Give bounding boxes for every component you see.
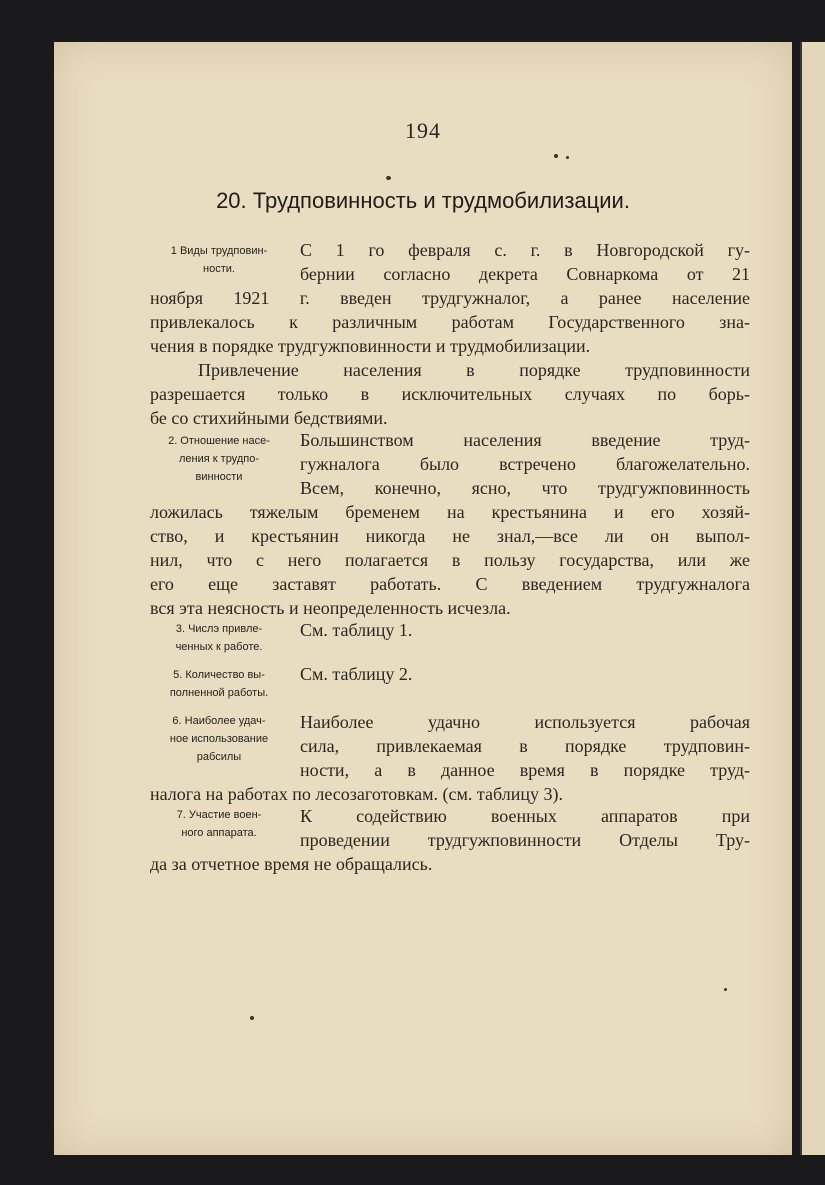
text-line: разрешается только в исключительных случаях по борь- — [150, 384, 750, 404]
text-line: налога на работах по лесозаготовкам. (см. таблицу 3). — [150, 784, 563, 804]
paragraph-7 — [150, 804, 750, 876]
text-line: Всем, конечно, ясно, что трудгужповинность — [300, 478, 750, 498]
margin-note-line: винности — [195, 471, 243, 483]
paper-speck — [250, 1016, 254, 1020]
text-line: бернии согласно декрета Совнаркома от 21 — [300, 264, 750, 284]
text-line: его еще заставят работать. С введением трудгужналога — [150, 574, 750, 594]
paragraph-2 — [150, 358, 750, 430]
text-line: да за отчетное время не обращались. — [150, 854, 433, 874]
text-line: вся эта неясность и неопределенность исчезла. — [150, 598, 511, 618]
adjacent-page-edge — [800, 42, 825, 1155]
text-line: гужналога было встречено благожелательно. — [300, 454, 750, 474]
paper-speck — [724, 988, 727, 991]
margin-note-line: полненной работы. — [169, 687, 269, 699]
margin-note-line: ления к трудпо- — [179, 453, 259, 465]
section-title: 20. Трудповинность и трудмобилизации. — [216, 188, 630, 213]
text-line: ложилась тяжелым бременем на крестьянина и его хозяй- — [150, 502, 750, 522]
text-line: сила, привлекаемая в порядке трудповин- — [300, 736, 750, 756]
paragraph-4 — [150, 618, 750, 642]
text-line: привлекалось к различным работам Государственного зна- — [150, 312, 750, 332]
text-line: нил, что с него полагается в пользу государства, или же — [150, 550, 750, 570]
margin-note-line: рабсилы — [196, 751, 242, 763]
margin-note-line: ченных к работе. — [175, 641, 263, 653]
text-line: К содействию военных аппаратов при — [300, 806, 750, 826]
paper-speck — [554, 154, 558, 158]
text-line: ство, и крестьянин никогда не знал,—все ли он выпол- — [150, 526, 750, 546]
paper-speck — [386, 176, 391, 180]
scanned-page — [54, 42, 792, 1155]
margin-note-line: 3. Числэ привле- — [175, 623, 263, 635]
text-line: бе со стихийными бедствиями. — [150, 408, 388, 428]
margin-note-line: 1 Виды трудповин- — [170, 245, 268, 257]
text-line: чения в порядке трудгужповинности и трудмобилизации. — [150, 336, 591, 356]
margin-note-line: 6. Наиболее удач- — [172, 715, 266, 727]
text-line: Наиболее удачно используется рабочая — [300, 712, 750, 732]
paragraph-5 — [150, 662, 750, 686]
paper-speck — [566, 156, 569, 159]
text-line: См. таблицу 2. — [300, 664, 413, 684]
margin-note-line: ное использование — [169, 733, 269, 745]
page-number: 194 — [405, 118, 441, 143]
paragraph-3 — [150, 428, 750, 620]
paragraph-6 — [150, 710, 750, 806]
margin-note-line: 2. Отношение насе- — [168, 435, 270, 447]
margin-note-line: ности. — [203, 263, 235, 275]
text-line: См. таблицу 1. — [300, 620, 413, 640]
text-line: С 1 го февраля с. г. в Новгородской гу- — [300, 240, 750, 260]
paragraph-1 — [150, 238, 750, 358]
margin-note-line: 7. Участие воен- — [176, 809, 262, 821]
text-line: ноября 1921 г. введен трудгужналог, а ранее население — [150, 288, 750, 308]
text-line: ности, а в данное время в порядке труд- — [300, 760, 750, 780]
text-line: Привлечение населения в порядке трудповинности — [198, 360, 750, 380]
margin-note-line: ного аппарата. — [181, 827, 257, 839]
text-line: Большинством населения введение труд- — [300, 430, 750, 450]
text-line: проведении трудгужповинности Отделы Тру- — [300, 830, 750, 850]
margin-note-line: 5. Количество вы- — [173, 669, 265, 681]
